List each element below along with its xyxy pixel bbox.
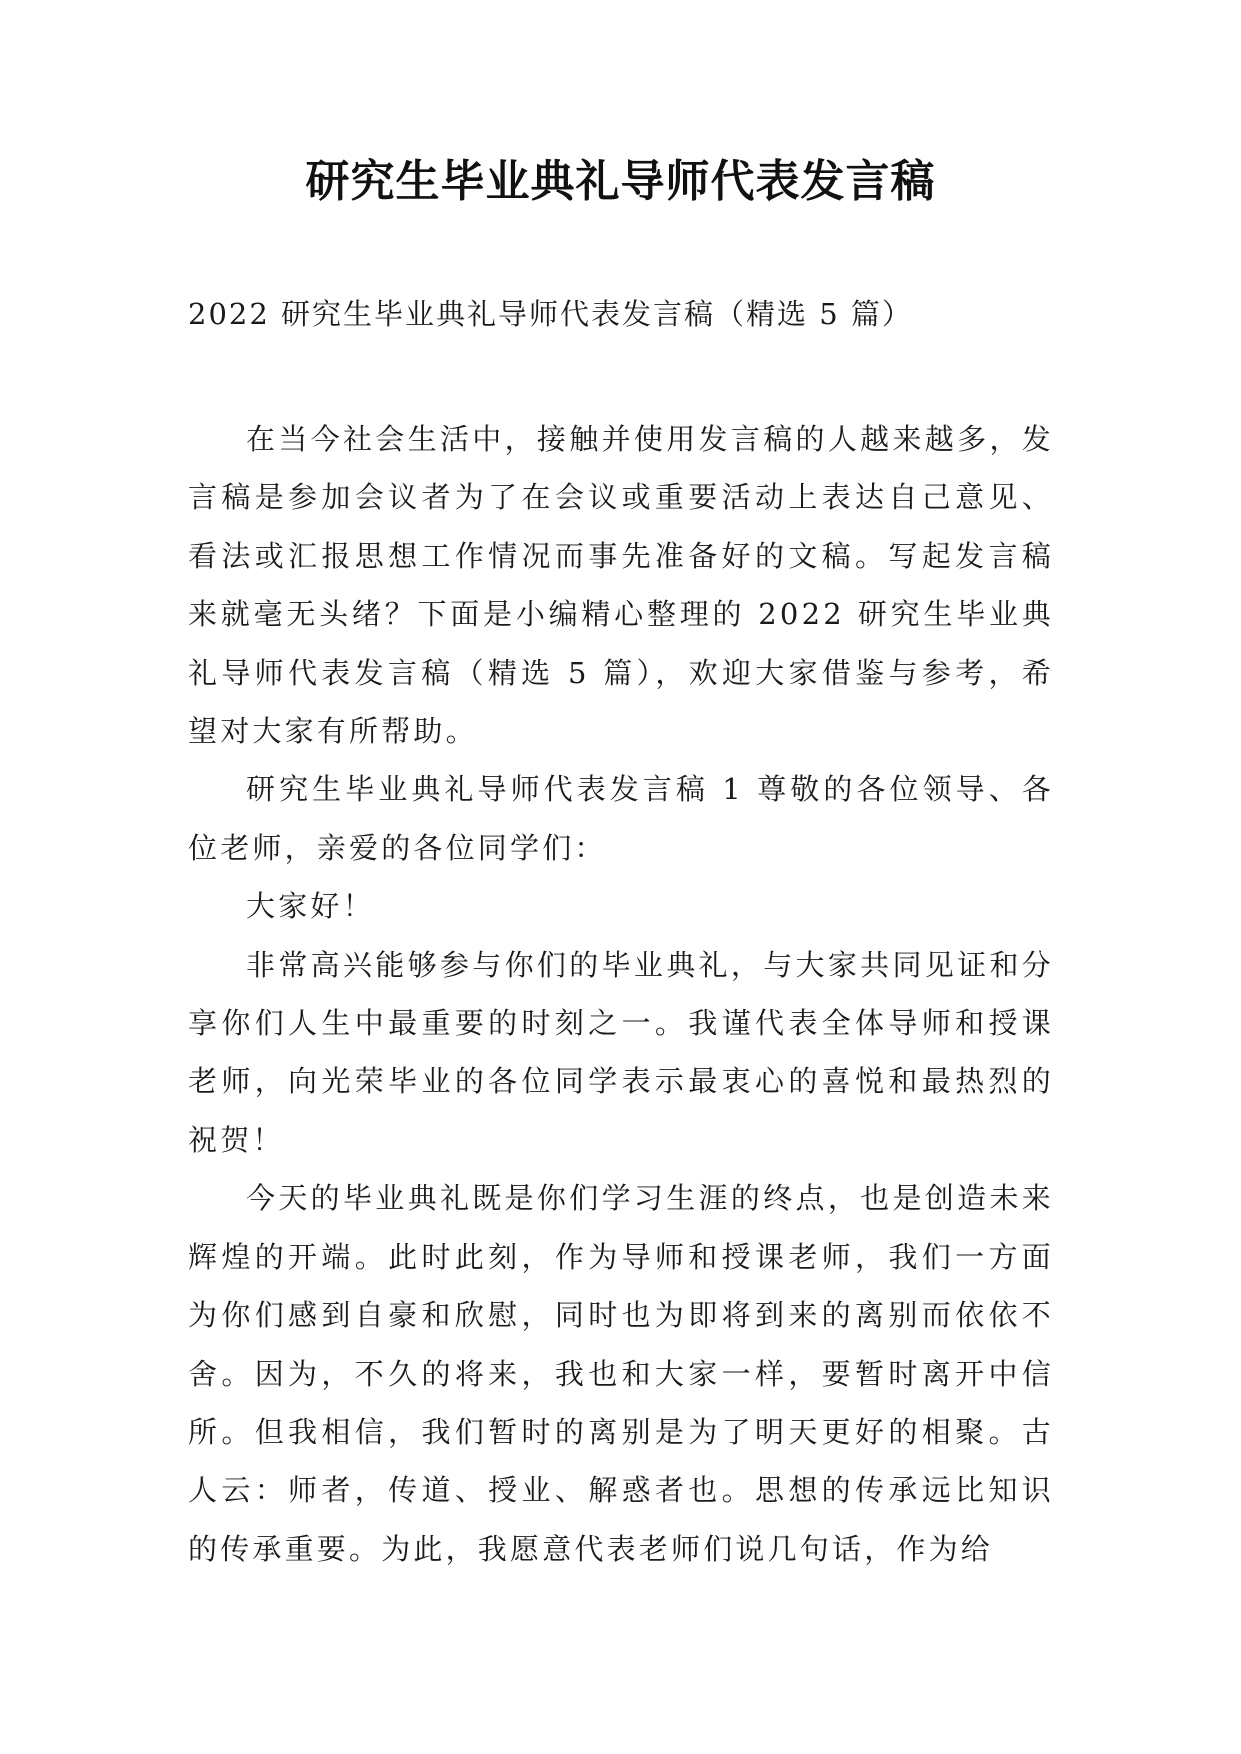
paragraph-ceremony: 今天的毕业典礼既是你们学习生涯的终点，也是创造未来辉煌的开端。此时此刻，作为导师和授课老师，我们一方面为你们感到自豪和欣慰，同时也为即将到来的离别而依依不舍。因为，不久的将来，我也和大家一样，要暂时离开中信所。但我相信，我们暂时的离别是为了明天更好的相聚。古人云：师者，传道、授业、解惑者也。思想的传承远比知识的传承重要。为此，我愿意代表老师们说几句话，作为给 [188,1181,1054,1566]
paragraph-greeting: 大家好！ [246,889,375,924]
paragraph-intro: 在当今社会生活中，接触并使用发言稿的人越来越多，发言稿是参加会议者为了在会议或重要活动上表达自己意见、看法或汇报思想工作情况而事先准备好的文稿。写起发言稿来就毫无头绪？下面是小编精心整理的 2022 研究生毕业典礼导师代表发言稿（精选 5 篇），欢迎大家借鉴与参考，希望对大家有所帮助。 [188,422,1054,749]
paragraph-congratulations: 非常高兴能够参与你们的毕业典礼，与大家共同见证和分享你们人生中最重要的时刻之一。我谨代表全体导师和授课老师，向光荣毕业的各位同学表示最衷心的喜悦和最热烈的祝贺！ [188,947,1054,1157]
document-title: 研究生毕业典礼导师代表发言稿 [305,156,936,207]
document-body [188,410,1054,1578]
document-subtitle: 2022 研究生毕业典礼导师代表发言稿（精选 5 篇） [188,297,913,331]
paragraph-salutation: 研究生毕业典礼导师代表发言稿 1 尊敬的各位领导、各位老师，亲爱的各位同学们： [188,772,1054,865]
